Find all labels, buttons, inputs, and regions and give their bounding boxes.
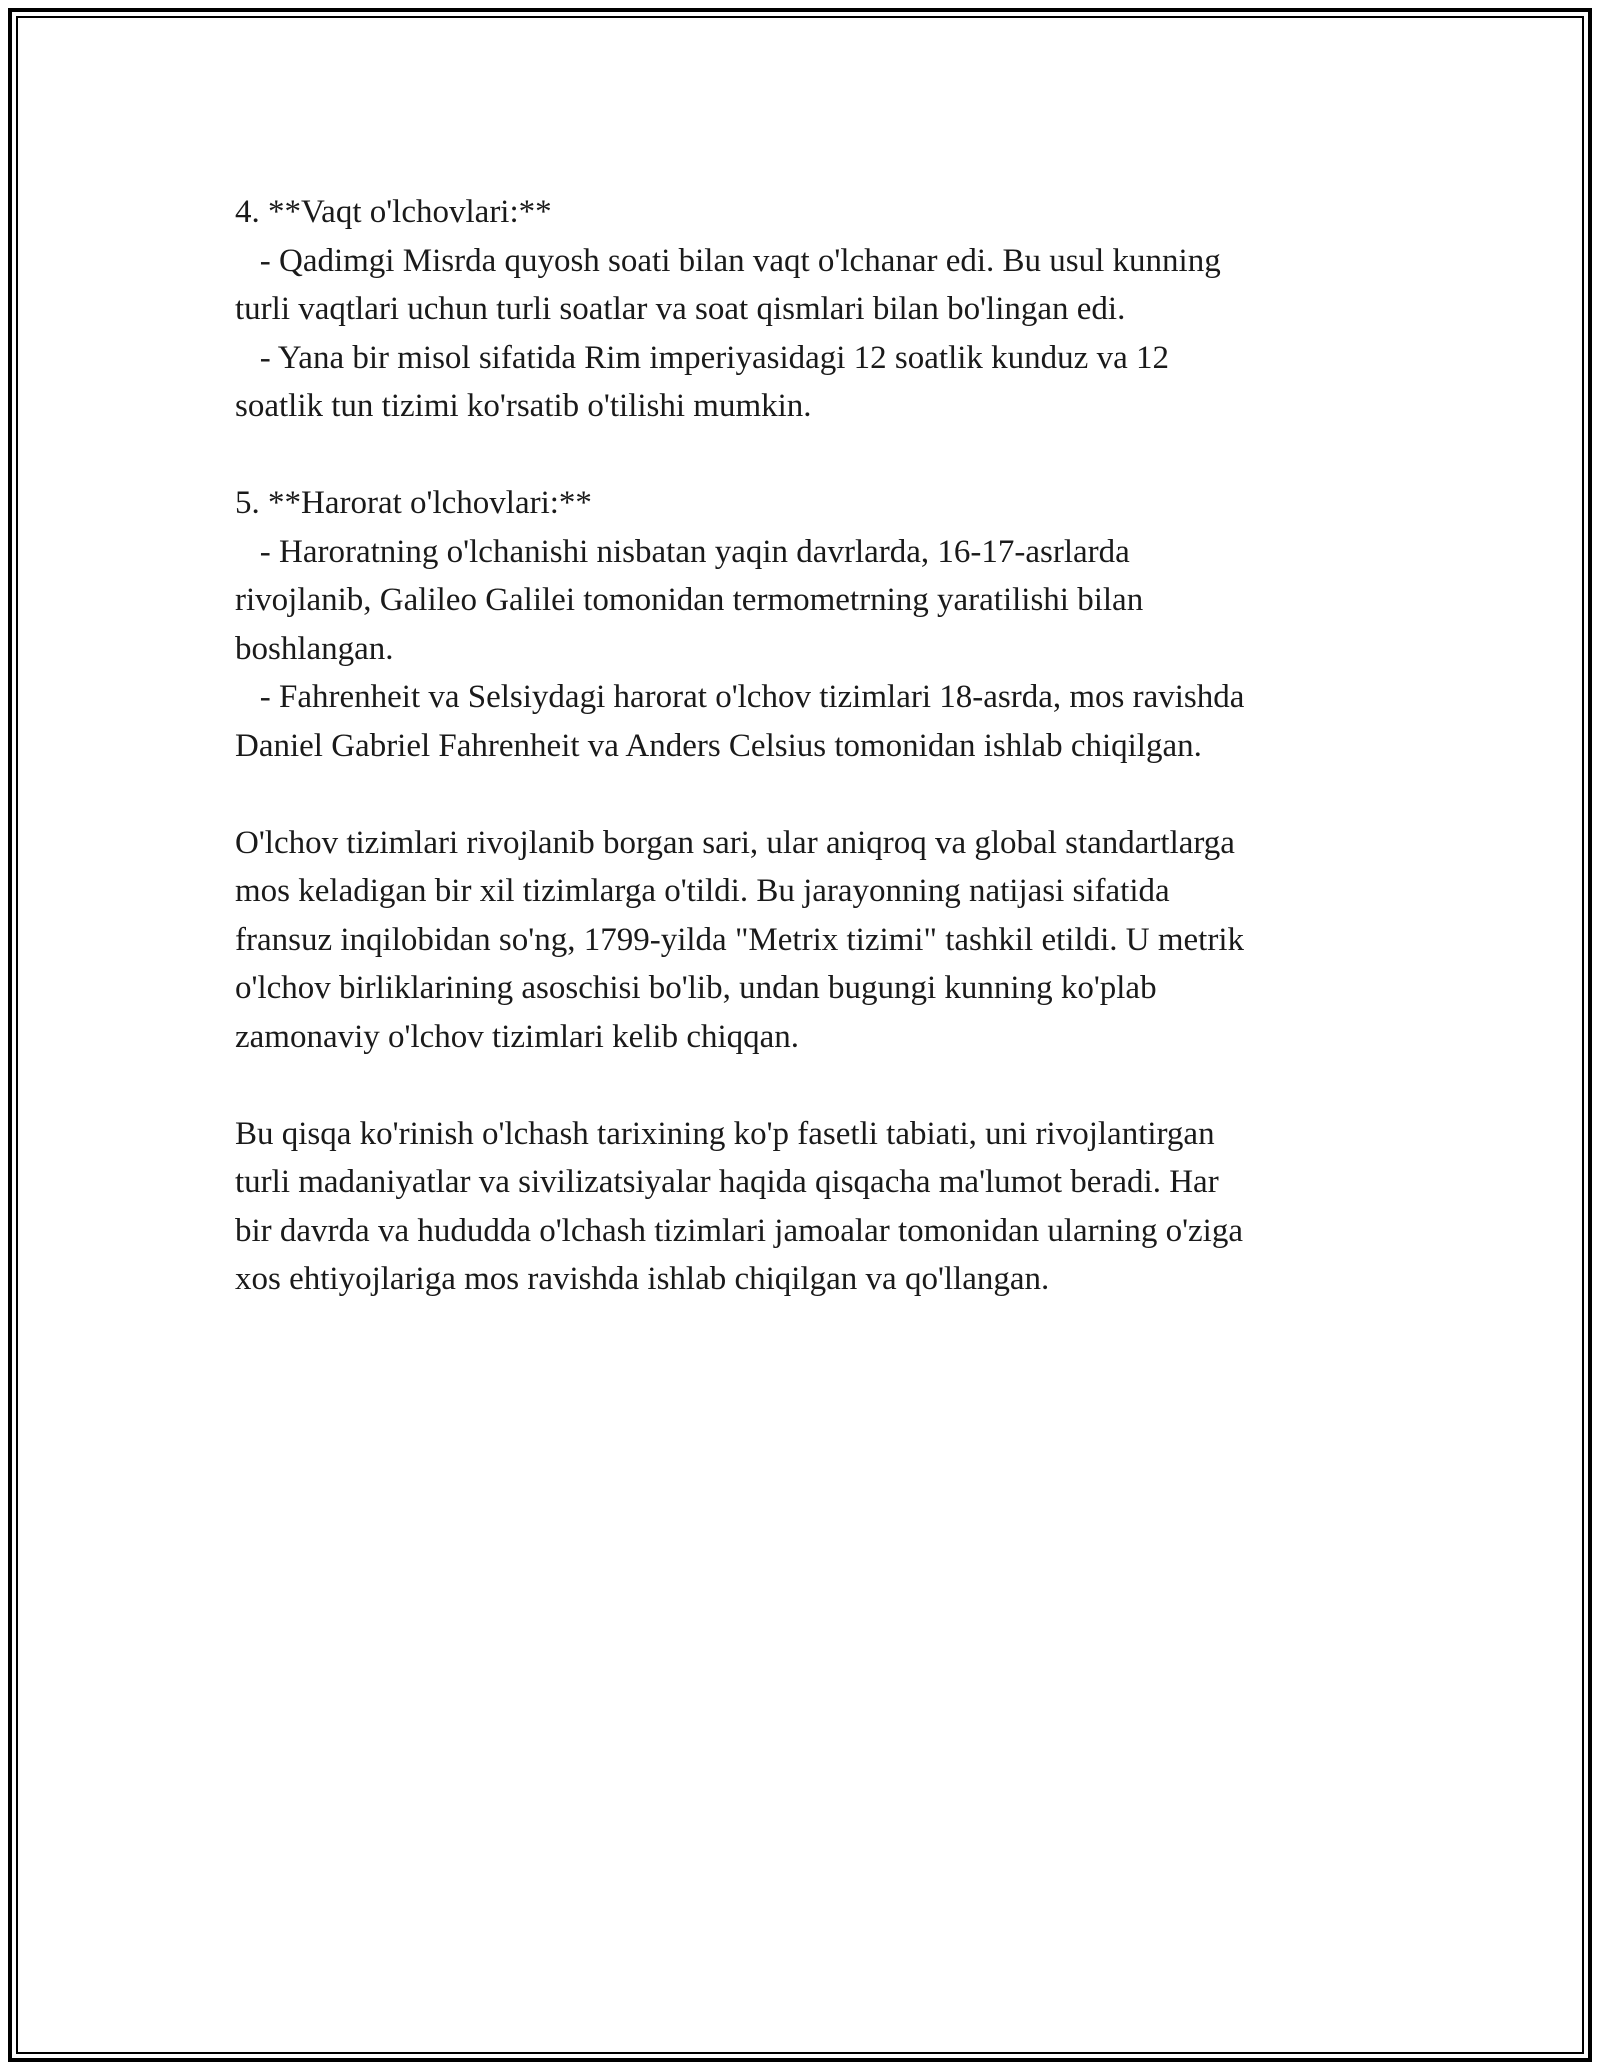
text-line: zamonaviy o'lchov tizimlari kelib chiqqan.: [235, 1018, 800, 1055]
text-line: boshlangan.: [235, 630, 394, 667]
text-line: mos keladigan bir xil tizimlarga o'tildi. Bu jarayonning natijasi sifatida: [235, 873, 1170, 909]
paragraph-spacer: [235, 431, 1375, 480]
section-heading: 5. **Harorat o'lchovlari:**: [235, 485, 592, 521]
paragraph-conclusion: [235, 1110, 1375, 1304]
paragraph-spacer: [235, 770, 1375, 819]
text-line: O'lchov tizimlari rivojlanib borgan sari, ular aniqroq va global standartlarga: [235, 824, 1235, 861]
text-line: fransuz inqilobidan so'ng, 1799-yilda "Metrix tizimi" tashkil etildi. U metrik: [235, 921, 1244, 958]
text-line: xos ehtiyojlariga mos ravishda ishlab chiqilgan va qo'llangan.: [235, 1261, 1050, 1297]
text-line: - Qadimgi Misrda quyosh soati bilan vaqt o'lchanar edi. Bu usul kunning: [235, 242, 1221, 279]
text-line: turli madaniyatlar va sivilizatsiyalar haqida qisqacha ma'lumot beradi. Har: [235, 1164, 1219, 1200]
text-line: Daniel Gabriel Fahrenheit va Anders Celsius tomonidan ishlab chiqilgan.: [235, 727, 1202, 764]
text-line: Bu qisqa ko'rinish o'lchash tarixining ko'p fasetli tabiati, uni rivojlantirgan: [235, 1115, 1215, 1152]
paragraph-metric-system: [235, 819, 1375, 1062]
text-line: soatlik tun tizimi ko'rsatib o'tilishi mumkin.: [235, 388, 812, 424]
section-time-measurements: [235, 188, 1375, 431]
text-line: - Yana bir misol sifatida Rim imperiyasidagi 12 soatlik kunduz va 12: [235, 339, 1169, 376]
section-heading: 4. **Vaqt o'lchovlari:**: [235, 194, 552, 230]
text-line: bir davrda va hududda o'lchash tizimlari jamoalar tomonidan ularning o'ziga: [235, 1212, 1243, 1249]
section-temperature-measurements: [235, 479, 1375, 770]
text-line: - Haroratning o'lchanishi nisbatan yaqin davrlarda, 16-17-asrlarda: [235, 533, 1130, 570]
text-line: o'lchov birliklarining asoschisi bo'lib, undan bugungi kunning ko'plab: [235, 970, 1157, 1006]
text-line: - Fahrenheit va Selsiydagi harorat o'lchov tizimlari 18-asrda, mos ravishda: [235, 679, 1245, 715]
paragraph-spacer: [235, 1061, 1375, 1110]
document-body: [235, 188, 1375, 1304]
text-line: rivojlanib, Galileo Galilei tomonidan termometrning yaratilishi bilan: [235, 582, 1144, 618]
text-line: turli vaqtlari uchun turli soatlar va soat qismlari bilan bo'lingan edi.: [235, 291, 1126, 327]
